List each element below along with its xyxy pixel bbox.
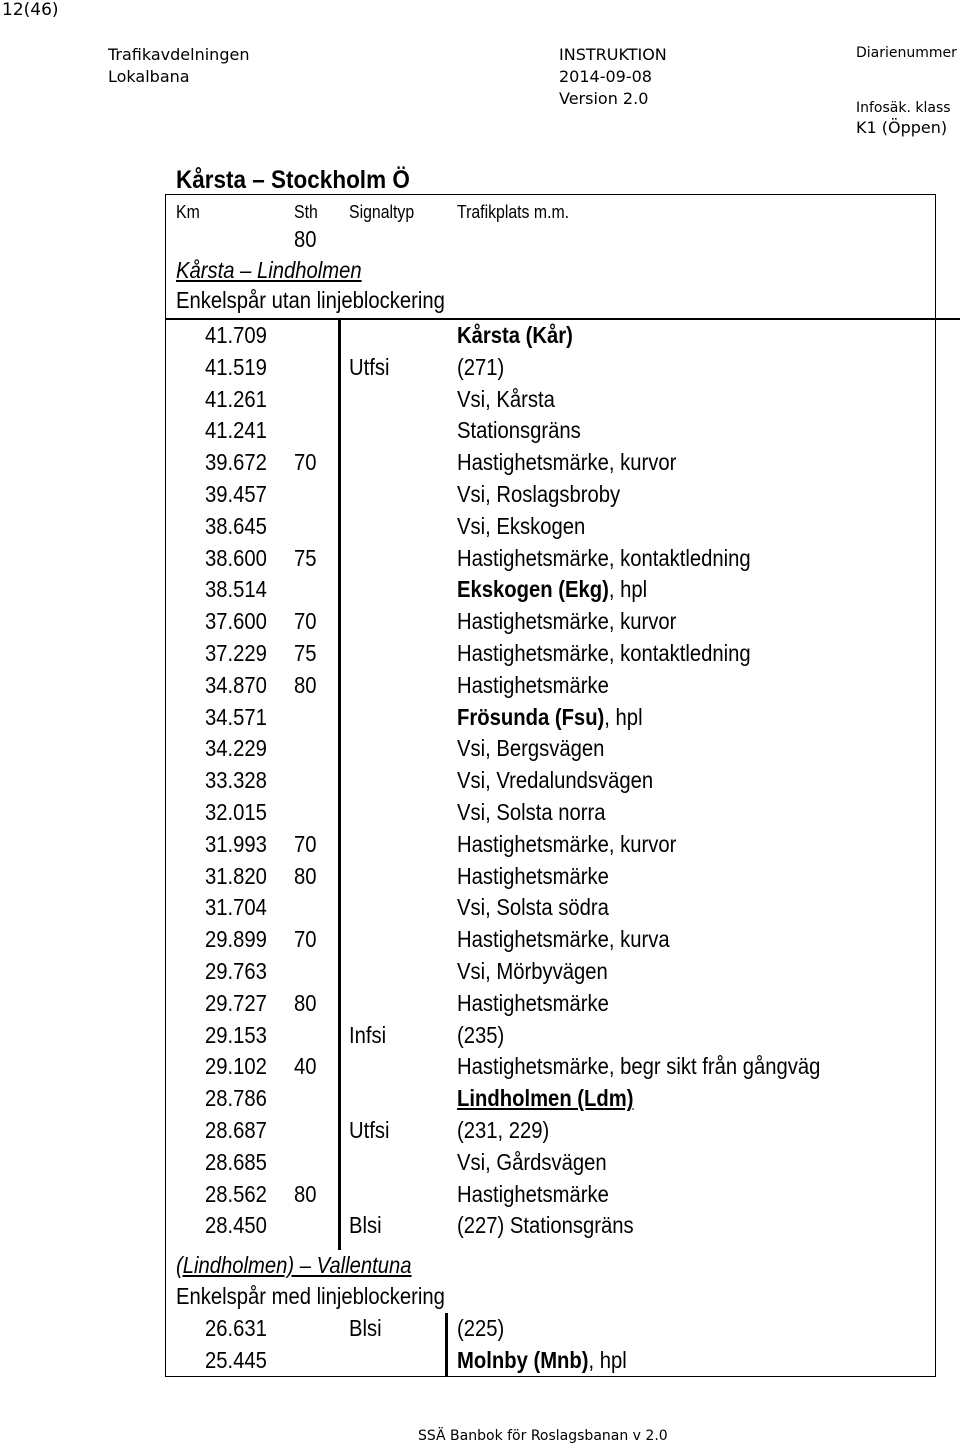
cell-tp (457, 1347, 627, 1374)
cell-sth: 40 (294, 1053, 317, 1080)
table-row (0, 831, 960, 862)
header-center (559, 44, 667, 110)
col-sth: Sth (294, 202, 318, 222)
cell-tp: Vsi, Solsta södra (457, 894, 609, 921)
header-classification-value: K1 (Öppen) (856, 118, 948, 137)
cell-tp: Hastighetsmärke, kurvor (457, 830, 677, 857)
cell-km: 28.562 (205, 1180, 267, 1207)
table-row (0, 386, 960, 417)
table-row (0, 513, 960, 544)
table-row (0, 576, 960, 607)
cell-km: 39.672 (205, 449, 267, 476)
section2-track-row (0, 1283, 960, 1314)
cell-km: 28.786 (205, 1085, 267, 1112)
table-row (0, 1181, 960, 1212)
table-row (0, 449, 960, 480)
cell-tp (457, 576, 647, 603)
cell-tp: Vsi, Vredalundsvägen (457, 767, 654, 794)
table-row (0, 799, 960, 830)
header-left (108, 44, 249, 88)
cell-sth: 80 (294, 862, 317, 889)
cell-tp: Hastighetsmärke (457, 989, 609, 1016)
cell-tp: Vsi, Solsta norra (457, 799, 606, 825)
cell-sth: 80 (294, 1180, 317, 1207)
header-department: Trafikavdelningen (108, 45, 250, 64)
cell-sig: Utfsi (349, 1117, 390, 1143)
cell-tp: Hastighetsmärke (457, 862, 609, 889)
table-row (0, 1212, 960, 1243)
table-row (0, 1149, 960, 1180)
header-diary-number: Diarienummer (856, 45, 957, 61)
cell-km: 38.514 (205, 576, 267, 603)
col-trafikplats: Trafikplats m.m. (457, 202, 570, 222)
table-divider (165, 318, 960, 320)
cell-tp-name: Ekskogen (Ekg) (457, 576, 609, 603)
header-version: Version 2.0 (559, 89, 649, 108)
cell-tp: Hastighetsmärke, kontaktledning (457, 544, 751, 571)
table-row (0, 417, 960, 448)
section1-speed-row (0, 226, 960, 257)
footer: SSÄ Banbok för Roslagsbanan v 2.0 (418, 1428, 668, 1444)
cell-km: 33.328 (205, 767, 267, 794)
cell-tp: Vsi, Ekskogen (457, 512, 586, 539)
cell-sig: Utfsi (349, 353, 390, 380)
table-row (0, 1117, 960, 1148)
cell-tp-name: Molnby (Mnb) (457, 1346, 589, 1373)
cell-km: 29.153 (205, 1021, 267, 1048)
cell-tp: Hastighetsmärke, begr sikt från gångväg (457, 1053, 821, 1080)
cell-km: 41.261 (205, 385, 267, 412)
cell-sth: 75 (294, 640, 317, 666)
cell-tp: (227) Stationsgräns (457, 1212, 634, 1239)
header-classification-label: Infosäk. klass (856, 100, 951, 116)
cell-km: 28.450 (205, 1212, 267, 1239)
cell-tp: Vsi, Gårdsvägen (457, 1148, 607, 1175)
table-row (0, 640, 960, 671)
cell-km: 31.704 (205, 894, 267, 921)
table-row (0, 990, 960, 1021)
cell-km: 37.229 (205, 640, 267, 666)
cell-km: 37.600 (205, 608, 267, 635)
cell-sig: Blsi (349, 1212, 382, 1239)
cell-km: 28.685 (205, 1148, 267, 1175)
cell-tp: Hastighetsmärke, kurva (457, 926, 670, 953)
section2-route-row (0, 1252, 960, 1283)
cell-tp: Kårsta (Kår) (457, 322, 573, 348)
section2-track: Enkelspår med linjeblockering (176, 1283, 445, 1309)
cell-tp: Vsi, Bergsvägen (457, 735, 605, 762)
table-row (0, 608, 960, 639)
cell-tp: (231, 229) (457, 1117, 550, 1143)
page-title: Kårsta – Stockholm Ö (176, 166, 410, 194)
cell-tp: Vsi, Kårsta (457, 385, 555, 412)
cell-tp: Hastighetsmärke (457, 1180, 609, 1207)
cell-sth: 75 (294, 544, 317, 571)
header-unit: Lokalbana (108, 67, 190, 86)
cell-tp-suffix: , hpl (588, 1346, 627, 1373)
table-row (0, 1315, 960, 1346)
cell-tp: (271) (457, 353, 505, 380)
table-row (0, 894, 960, 925)
cell-sth: 80 (294, 671, 317, 698)
cell-km: 31.993 (205, 830, 267, 857)
cell-km: 28.687 (205, 1117, 267, 1143)
page-number: 12(46) (2, 0, 59, 20)
cell-tp: Hastighetsmärke, kurvor (457, 608, 677, 635)
table-row (0, 926, 960, 957)
col-km: Km (176, 202, 200, 222)
table-row (0, 1085, 960, 1116)
cell-sig: Infsi (349, 1021, 387, 1048)
cell-km: 41.709 (205, 322, 267, 348)
cell-tp: Lindholmen (Ldm) (457, 1085, 634, 1112)
cell-km: 29.899 (205, 926, 267, 953)
section1-route: Kårsta – Lindholmen (176, 257, 362, 283)
cell-km: 29.102 (205, 1053, 267, 1080)
header-doc-type: INSTRUKTION (559, 45, 667, 64)
table-row (0, 735, 960, 766)
cell-tp: Hastighetsmärke (457, 671, 609, 698)
table-row (0, 767, 960, 798)
section2-route: (Lindholmen) – Vallentuna (176, 1252, 412, 1278)
cell-tp-suffix: , hpl (604, 703, 643, 730)
cell-km: 38.645 (205, 512, 267, 539)
table-row (0, 1053, 960, 1084)
cell-km: 29.763 (205, 958, 267, 984)
table-row (0, 545, 960, 576)
cell-sth: 70 (294, 830, 317, 857)
section1-speed: 80 (294, 226, 317, 252)
table-row (0, 481, 960, 512)
cell-km: 34.870 (205, 671, 267, 698)
cell-sth: 70 (294, 449, 317, 476)
cell-km: 25.445 (205, 1346, 267, 1373)
cell-km: 39.457 (205, 481, 267, 507)
cell-km: 34.229 (205, 735, 267, 762)
header-classification (856, 98, 951, 138)
section1-track-row (0, 287, 960, 318)
cell-km: 29.727 (205, 989, 267, 1016)
cell-tp: Hastighetsmärke, kontaktledning (457, 640, 751, 666)
cell-km: 32.015 (205, 799, 267, 825)
cell-km: 41.241 (205, 417, 267, 444)
table-row (0, 1022, 960, 1053)
cell-tp: Vsi, Mörbyvägen (457, 958, 608, 984)
table-row (0, 322, 960, 353)
cell-tp: (235) (457, 1021, 505, 1048)
section1-route-row (0, 257, 960, 288)
col-signaltyp: Signaltyp (349, 202, 415, 222)
cell-sth: 70 (294, 608, 317, 635)
cell-km: 41.519 (205, 353, 267, 380)
cell-tp (457, 704, 643, 731)
cell-km: 26.631 (205, 1315, 267, 1341)
cell-tp: (225) (457, 1315, 505, 1341)
cell-tp: Vsi, Roslagsbroby (457, 481, 621, 507)
table-row (0, 1347, 960, 1378)
table-row (0, 863, 960, 894)
table-row (0, 958, 960, 989)
table-row (0, 704, 960, 735)
table-row (0, 354, 960, 385)
cell-tp-suffix: , hpl (608, 576, 648, 603)
cell-km: 31.820 (205, 862, 267, 889)
cell-km: 34.571 (205, 703, 267, 730)
header-date: 2014-09-08 (559, 67, 652, 86)
cell-km: 38.600 (205, 544, 267, 571)
cell-sig: Blsi (349, 1315, 382, 1341)
cell-tp-name: Frösunda (Fsu) (457, 703, 605, 730)
cell-sth: 70 (294, 926, 317, 953)
cell-sth: 80 (294, 989, 317, 1016)
table-row (0, 672, 960, 703)
cell-tp: Stationsgräns (457, 417, 581, 444)
cell-tp: Hastighetsmärke, kurvor (457, 449, 677, 476)
section1-track: Enkelspår utan linjeblockering (176, 287, 445, 313)
